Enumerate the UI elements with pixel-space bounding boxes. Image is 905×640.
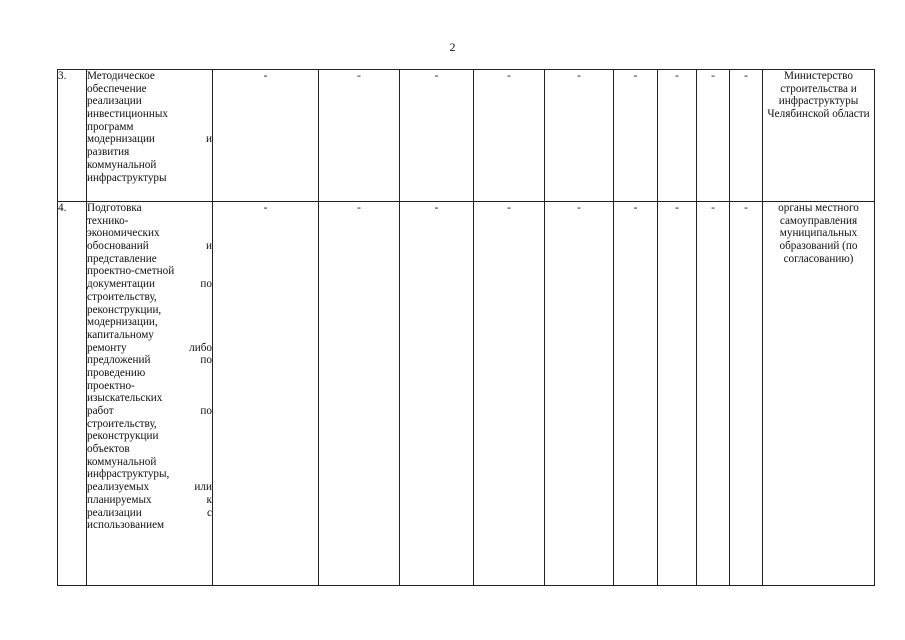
measure-name-line: коммунальной: [87, 158, 157, 171]
value-dash: -: [507, 202, 511, 214]
measure-name-line: развития: [87, 146, 130, 159]
measure-name-line: изыскательских: [87, 392, 163, 405]
value-dash: -: [633, 202, 638, 214]
measure-name-line: коммунальной: [87, 455, 157, 468]
measure-name-line: проведению: [87, 366, 146, 379]
measure-name-line: программ: [87, 120, 134, 133]
value-dash: -: [711, 202, 715, 214]
value-dash: -: [744, 202, 748, 214]
measure-name-line: предложений по: [87, 354, 212, 367]
measure-name-line: строительству,: [87, 290, 157, 303]
value-dash: -: [263, 70, 268, 82]
measure-name-line: проектно-сметной: [87, 265, 175, 278]
value-dash: -: [744, 70, 748, 82]
measure-name-line: реконструкции: [87, 430, 159, 443]
measure-name: [87, 202, 213, 586]
measure-name-line: инфраструктуры,: [87, 468, 170, 481]
measure-name-line: использованием: [87, 519, 165, 532]
value-cell: [213, 70, 319, 202]
measure-name-line: реализации с: [87, 506, 212, 519]
value-cell: [658, 202, 697, 586]
value-cell: [614, 202, 658, 586]
measure-name-line: реализуемых или: [87, 481, 212, 494]
measure-name-line: обеспечение: [87, 82, 147, 95]
measure-name-line: обоснований и: [87, 240, 212, 253]
value-dash: -: [434, 202, 439, 214]
measure-name-line: технико-: [87, 214, 129, 227]
measure-name-line: проектно-: [87, 379, 135, 392]
value-cell: [697, 70, 730, 202]
value-cell: [474, 70, 545, 202]
value-dash: -: [434, 70, 439, 82]
measure-name-line: Подготовка: [87, 202, 142, 214]
value-dash: -: [577, 70, 581, 82]
value-dash: -: [711, 70, 715, 82]
program-measures-table: [57, 69, 875, 586]
responsible-executor: Министерство строительства и инфраструктуры Челябинской области: [763, 70, 875, 202]
measure-name-line: планируемых к: [87, 493, 212, 506]
value-cell: [400, 70, 474, 202]
measure-name-line: экономических: [87, 227, 160, 240]
value-cell: [400, 202, 474, 586]
value-cell: [614, 70, 658, 202]
row-number: 3.: [58, 70, 87, 202]
value-dash: -: [357, 70, 361, 82]
measure-name-line: реконструкции,: [87, 303, 162, 316]
measure-name-line: инвестиционных: [87, 108, 168, 121]
value-cell: [545, 70, 614, 202]
measure-name: [87, 70, 213, 202]
value-cell: [319, 202, 400, 586]
measure-name-line: инфраструктуры: [87, 171, 167, 184]
value-cell: [697, 202, 730, 586]
measure-name-line: модернизации,: [87, 316, 158, 329]
measure-name-line: ремонту либо: [87, 341, 212, 354]
value-cell: [474, 202, 545, 586]
measure-name-line: работ по: [87, 405, 212, 417]
value-cell: [213, 202, 319, 586]
value-dash: -: [675, 202, 679, 214]
value-dash: -: [577, 202, 581, 214]
value-cell: [545, 202, 614, 586]
value-cell: [730, 202, 763, 586]
measure-name-line: документации по: [87, 278, 212, 291]
value-cell: [658, 70, 697, 202]
table-row: [58, 202, 875, 586]
measure-name-line: модернизации и: [87, 133, 212, 146]
value-cell: [730, 70, 763, 202]
measure-name-line: Методическое: [87, 70, 155, 82]
value-dash: -: [675, 70, 679, 82]
value-cell: [319, 70, 400, 202]
measure-name-line: представление: [87, 252, 157, 265]
value-dash: -: [357, 202, 361, 214]
page-number: 2: [449, 40, 456, 54]
table-row: [58, 70, 875, 202]
responsible-executor: органы местного самоуправления муниципальных образований (по согласованию): [763, 202, 875, 586]
value-dash: -: [507, 70, 511, 82]
value-dash: -: [263, 202, 268, 214]
value-dash: -: [633, 70, 638, 82]
measure-name-line: объектов: [87, 443, 130, 456]
row-number: 4.: [58, 202, 87, 586]
measure-name-line: строительству,: [87, 417, 157, 430]
measure-name-line: капитальному: [87, 328, 154, 341]
measure-name-line: реализации: [87, 95, 142, 108]
